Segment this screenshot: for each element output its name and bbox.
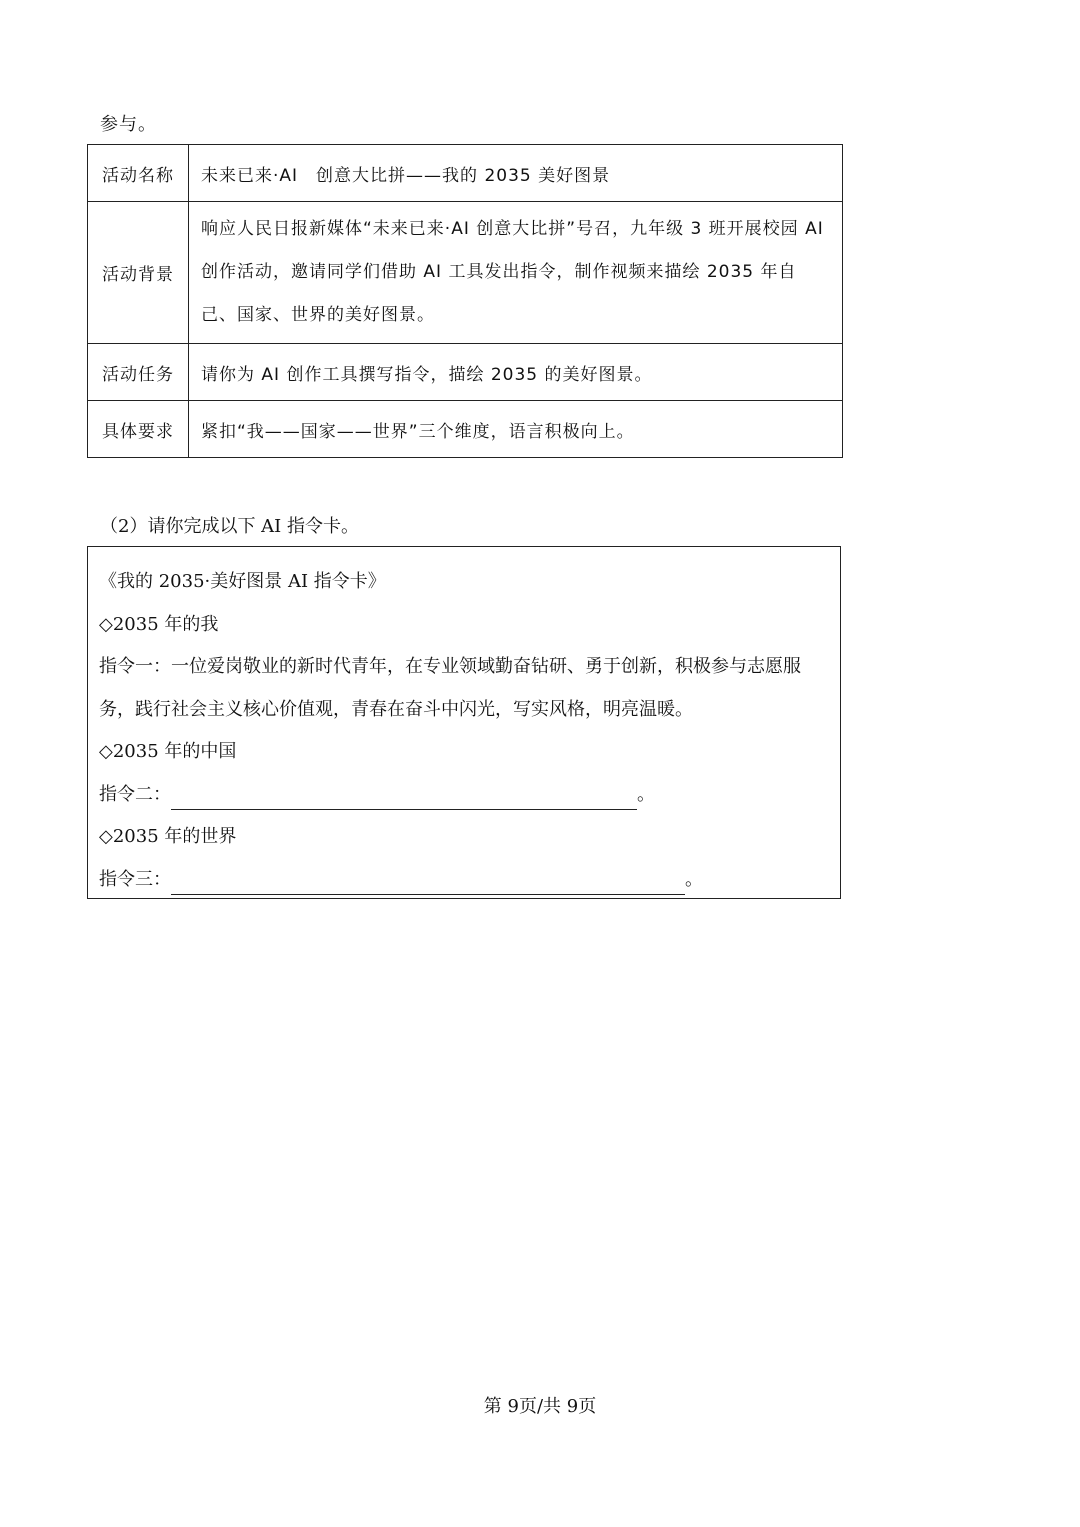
ai-instruction-card (87, 546, 841, 899)
section-china: ◇2035 年的中国 (99, 741, 237, 762)
table-row-activity-name (88, 145, 843, 202)
row-label: 具体要求 (88, 401, 189, 458)
section-world: ◇2035 年的世界 (99, 826, 237, 847)
instruction-3-answer-blank[interactable] (171, 868, 685, 895)
instruction-3-row (99, 859, 830, 902)
row-content: 未来已来·AI 创意大比拼——我的 2035 美好图景 (189, 145, 843, 202)
row-content: 响应人民日报新媒体“未来已来·AI 创意大比拼”号召，九年级 3 班开展校园 AI 创作活动，邀请同学们借助 AI 工具发出指令，制作视频来描绘 2035 年自己、国家、世界的美好图景。 (189, 202, 843, 344)
card-title: 《我的 2035·美好图景 AI 指令卡》 (99, 571, 386, 592)
table-row-specific-requirements (88, 401, 843, 458)
section-me: ◇2035 年的我 (99, 613, 219, 635)
row-label: 活动任务 (88, 344, 189, 401)
row-label: 活动名称 (88, 145, 189, 202)
table-row-activity-background (88, 202, 843, 344)
page-footer: 第 9页/共 9页 (483, 1396, 597, 1417)
instruction-2-label: 指令二： (99, 783, 171, 805)
question-2-prompt: （2）请你完成以下 AI 指令卡。 (100, 516, 360, 537)
instruction-3-label: 指令三： (99, 868, 171, 890)
intro-text: 参与。 (100, 114, 157, 135)
instruction-2-row (99, 774, 830, 817)
activity-table (87, 144, 843, 458)
instruction-3-period: 。 (685, 868, 703, 890)
row-content: 请你为 AI 创作工具撰写指令，描绘 2035 的美好图景。 (189, 344, 843, 401)
instruction-1: 指令一：一位爱岗敬业的新时代青年，在专业领域勤奋钻研、勇于创新，积极参与志愿服务，践行社会主义核心价值观，青春在奋斗中闪光，写实风格，明亮温暖。 (99, 656, 801, 720)
row-label: 活动背景 (88, 202, 189, 344)
instruction-2-answer-blank[interactable] (171, 783, 637, 810)
row-content: 紧扣“我——国家——世界”三个维度，语言积极向上。 (189, 401, 843, 458)
instruction-2-period: 。 (637, 783, 655, 805)
table-row-activity-task (88, 344, 843, 401)
